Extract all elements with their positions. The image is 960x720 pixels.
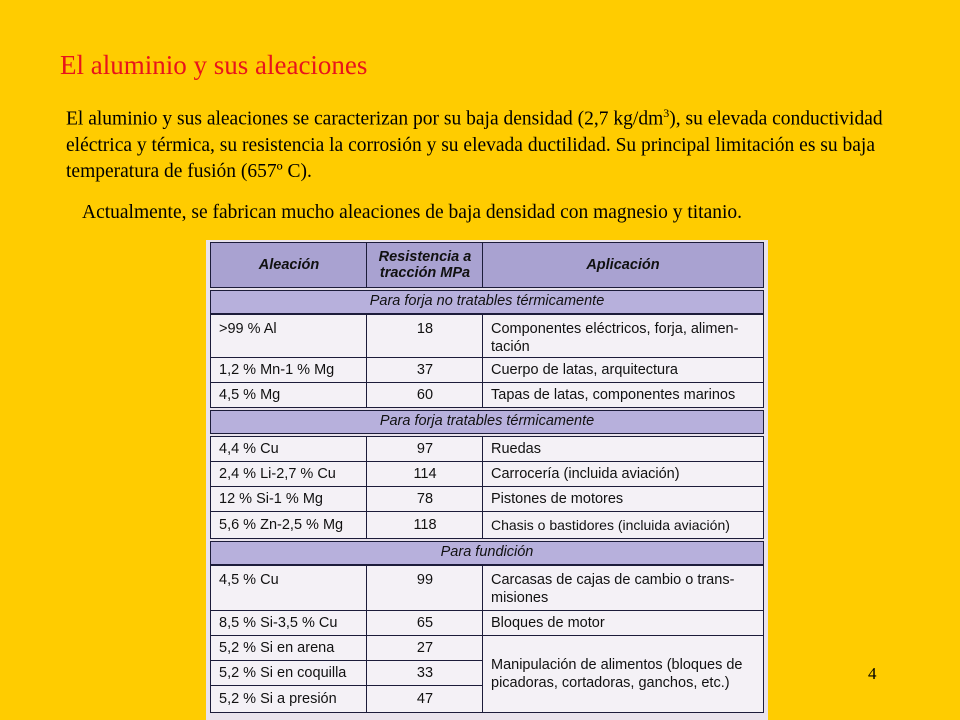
application-cell: Carcasas de cajas de cambio o trans-misiones <box>482 565 764 611</box>
alloy-cell: 4,4 % Cu <box>210 436 368 462</box>
strength-cell: 33 <box>366 660 484 686</box>
section-label: Para fundición <box>210 541 764 565</box>
application-cell: Chasis o bastidores (incluida aviación) <box>482 511 764 539</box>
section-label: Para forja tratables térmicamente <box>210 410 764 434</box>
application-cell: Componentes eléctricos, forja, alimen-tación <box>482 314 764 358</box>
alloy-cell: 4,5 % Mg <box>210 382 368 408</box>
section-label: Para forja no tratables térmicamente <box>210 290 764 314</box>
strength-cell: 114 <box>366 461 484 487</box>
strength-cell: 78 <box>366 486 484 512</box>
application-cell: Pistones de motores <box>482 486 764 512</box>
header-strength <box>366 242 484 288</box>
alloy-cell: 12 % Si-1 % Mg <box>210 486 368 512</box>
intro-text: El aluminio y sus aleaciones se caracterizan por su baja densidad (2,7 kg/dm <box>66 108 664 130</box>
strength-cell: 118 <box>366 511 484 539</box>
alloy-cell: 5,2 % Si en coquilla <box>210 660 368 686</box>
application-cell: Cuerpo de latas, arquitectura <box>482 357 764 383</box>
strength-cell: 47 <box>366 685 484 713</box>
strength-cell: 27 <box>366 635 484 661</box>
alloy-cell: 1,2 % Mn-1 % Mg <box>210 357 368 383</box>
alloy-cell: 5,2 % Si en arena <box>210 635 368 661</box>
strength-cell: 60 <box>366 382 484 408</box>
page-number: 4 <box>868 664 877 683</box>
alloy-table <box>206 240 768 720</box>
intro-paragraph <box>66 100 906 185</box>
alloy-cell: >99 % Al <box>210 314 368 358</box>
header-strength-line1: Resistencia a <box>378 249 472 265</box>
slide-title: El aluminio y sus aleaciones <box>60 50 368 80</box>
strength-cell: 97 <box>366 436 484 462</box>
strength-cell: 37 <box>366 357 484 383</box>
application-cell-merged: Manipulación de alimentos (bloques de picadoras, cortadoras, ganchos, etc.) <box>482 635 764 713</box>
strength-cell: 18 <box>366 314 484 358</box>
strength-cell: 99 <box>366 565 484 611</box>
application-cell: Carrocería (incluida aviación) <box>482 461 764 487</box>
strength-cell: 65 <box>366 610 484 636</box>
header-strength-line2: tracción MPa <box>379 265 471 281</box>
alloy-cell: 2,4 % Li-2,7 % Cu <box>210 461 368 487</box>
alloy-cell: 5,6 % Zn-2,5 % Mg <box>210 511 368 539</box>
header-alloy: Aleación <box>210 242 368 288</box>
alloy-cell: 8,5 % Si-3,5 % Cu <box>210 610 368 636</box>
alloy-cell: 5,2 % Si a presión <box>210 685 368 713</box>
application-cell: Tapas de latas, componentes marinos <box>482 382 764 408</box>
application-cell: Bloques de motor <box>482 610 764 636</box>
header-application: Aplicación <box>482 242 764 288</box>
second-paragraph: Actualmente, se fabrican mucho aleaciones de baja densidad con magnesio y titanio. <box>82 202 743 223</box>
application-cell: Ruedas <box>482 436 764 462</box>
alloy-cell: 4,5 % Cu <box>210 565 368 611</box>
unit-exponent: 3 <box>663 106 670 120</box>
intro-text-rest: ), su elevada conductividad eléctrica y térmica, su resistencia la corrosión y su elevada ductilidad. Su principal limitación es su baja temperatura de fusión (657º C). <box>66 108 883 182</box>
